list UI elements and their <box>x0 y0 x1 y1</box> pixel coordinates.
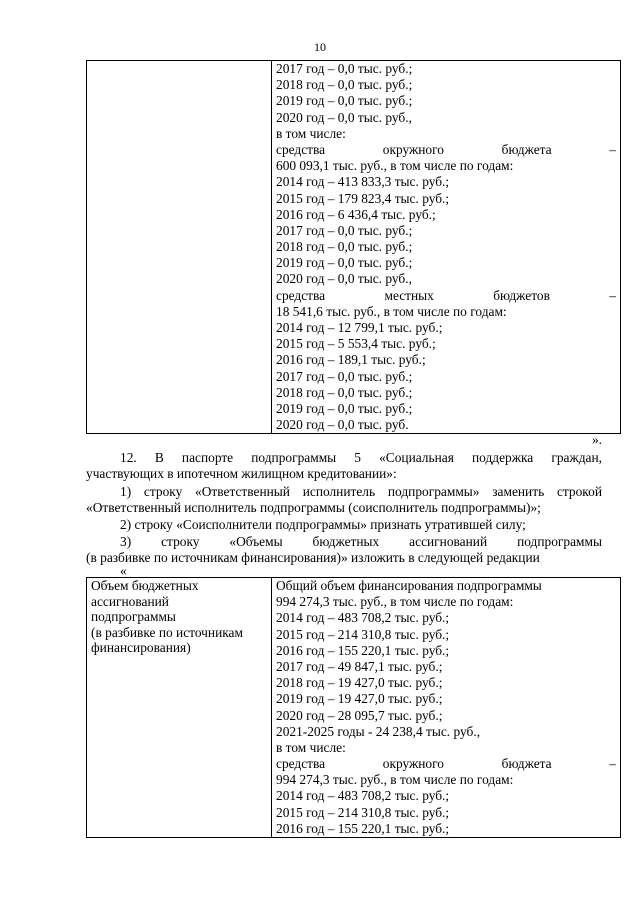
budget-line-justified <box>276 756 616 772</box>
word: средства <box>276 756 326 772</box>
word: окружного <box>382 756 444 772</box>
budget-line: 2016 год – 6 436,4 тыс. руб.; <box>276 206 436 222</box>
label-line: финансирования) <box>91 640 191 655</box>
budget-label-cell <box>87 578 272 838</box>
word: средства <box>276 141 326 157</box>
label-line: Объем бюджетных <box>91 578 199 593</box>
budget-line: 2014 год – 12 799,1 тыс. руб.; <box>276 320 443 335</box>
budget-line: 2019 год – 19 427,0 тыс. руб.; <box>276 691 443 707</box>
budget-line: 18 541,6 тыс. руб., в том числе по годам: <box>276 303 507 319</box>
budget-line: в том числе: <box>276 739 346 755</box>
budget-line: 2020 год – 0,0 тыс. руб. <box>276 417 409 433</box>
word: – <box>609 141 616 157</box>
paragraph-12-line2: участвующих в ипотечном жилищном кредитовании»: <box>86 466 397 481</box>
budget-line: 2015 год – 214 310,8 тыс. руб.; <box>276 626 450 642</box>
budget-line: 2015 год – 179 823,4 тыс. руб.; <box>276 190 450 206</box>
item-1-line2: «Ответственный исполнитель подпрограммы (соисполнитель подпрограммы)»; <box>86 500 541 515</box>
word: – <box>609 287 616 303</box>
budget-line: 2014 год – 483 708,2 тыс. руб.; <box>276 788 450 804</box>
word: местных <box>384 287 434 303</box>
budget-line: 2019 год – 0,0 тыс. руб.; <box>276 400 413 416</box>
budget-line: 2017 год – 49 847,1 тыс. руб.; <box>276 658 443 674</box>
budget-line: Общий объем финансирования подпрограммы <box>276 578 542 593</box>
budget-values-cell <box>272 61 621 434</box>
budget-line: 2020 год – 28 095,7 тыс. руб.; <box>276 707 443 723</box>
budget-line: 600 093,1 тыс. руб., в том числе по годам: <box>276 158 514 174</box>
budget-line: 994 274,3 тыс. руб., в том числе по годам: <box>276 772 514 788</box>
budget-line: 2019 год – 0,0 тыс. руб.; <box>276 255 413 271</box>
budget-line: 2019 год – 0,0 тыс. руб.; <box>276 93 413 109</box>
budget-line: 2021-2025 годы - 24 238,4 тыс. руб., <box>276 723 481 739</box>
item-1-line1: 1) строку «Ответственный исполнитель подпрограммы» заменить строкой <box>120 484 602 499</box>
item-2: 2) строку «Соисполнители подпрограммы» признать утратившей силу; <box>120 517 526 532</box>
budget-line: 2018 год – 0,0 тыс. руб.; <box>276 77 413 93</box>
word: бюджетов <box>493 287 550 303</box>
budget-line: 2017 год – 0,0 тыс. руб.; <box>276 368 413 384</box>
budget-line: 2017 год – 0,0 тыс. руб.; <box>276 222 413 238</box>
budget-line: 2014 год – 413 833,3 тыс. руб.; <box>276 174 450 190</box>
page-number: 10 <box>314 40 326 54</box>
budget-line: в том числе: <box>276 125 346 141</box>
budget-line: 2016 год – 155 220,1 тыс. руб.; <box>276 642 450 658</box>
budget-line: 2018 год – 0,0 тыс. руб.; <box>276 384 413 400</box>
budget-line: 2014 год – 483 708,2 тыс. руб.; <box>276 610 450 626</box>
empty-label-cell <box>87 61 272 434</box>
item-3-line2: (в разбивке по источникам финансирования)» изложить в следующей редакции <box>86 550 540 565</box>
opening-quote: « <box>120 563 127 578</box>
budget-table-continuation <box>86 60 621 434</box>
closing-quote: ». <box>591 432 602 447</box>
budget-line: 2017 год – 0,0 тыс. руб.; <box>276 61 413 76</box>
budget-line: 994 274,3 тыс. руб., в том числе по годам: <box>276 594 514 610</box>
budget-table-new <box>86 577 621 838</box>
budget-line: 2020 год – 0,0 тыс. руб., <box>276 109 412 125</box>
word: бюджета <box>501 141 552 157</box>
paragraph-12-line1: 12. В паспорте подпрограммы 5 «Социальная поддержка граждан, <box>120 450 602 465</box>
label-line: ассигнований <box>91 593 169 609</box>
budget-line: 2018 год – 19 427,0 тыс. руб.; <box>276 675 443 691</box>
budget-line: 2020 год – 0,0 тыс. руб., <box>276 271 412 287</box>
budget-line-justified <box>276 142 616 158</box>
budget-values-cell <box>272 578 621 838</box>
word: – <box>609 756 616 772</box>
label-line: подпрограммы <box>91 609 176 624</box>
budget-line: 2015 год – 214 310,8 тыс. руб.; <box>276 804 450 820</box>
budget-line-justified <box>276 288 616 304</box>
word: средства <box>276 287 326 303</box>
budget-line: 2016 год – 155 220,1 тыс. руб.; <box>276 820 450 836</box>
budget-line: 2015 год – 5 553,4 тыс. руб.; <box>276 336 436 352</box>
word: окружного <box>382 141 444 157</box>
budget-line: 2016 год – 189,1 тыс. руб.; <box>276 352 426 368</box>
word: бюджета <box>501 756 552 772</box>
item-3-line1: 3) строку «Объемы бюджетных ассигнований подпрограммы <box>120 534 602 549</box>
budget-line: 2018 год – 0,0 тыс. руб.; <box>276 239 413 255</box>
label-line: (в разбивке по источникам <box>91 624 243 640</box>
